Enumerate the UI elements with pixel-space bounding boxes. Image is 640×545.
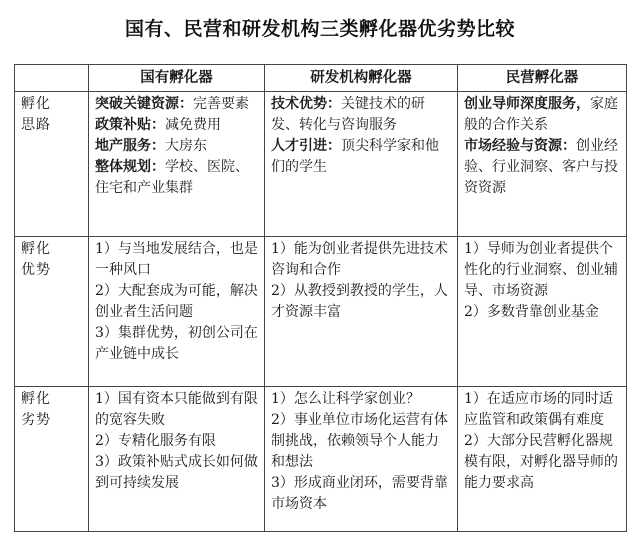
list-item: 3）形成商业闭环，需要背靠市场资本 bbox=[271, 475, 448, 512]
bold-term: 市场经验与资源： bbox=[464, 138, 576, 154]
list-item: 1）国有资本只能做到有限的宽容失败 bbox=[95, 391, 258, 428]
row-label-line2: 思路 bbox=[21, 117, 51, 133]
cell-approach-state-owned bbox=[89, 92, 265, 237]
bold-term: 突破关键资源： bbox=[95, 96, 193, 112]
bold-term: 政策补贴： bbox=[95, 117, 165, 133]
table-row-approach bbox=[15, 92, 627, 237]
cell-paragraph bbox=[95, 157, 259, 199]
cell-approach-research-institute bbox=[265, 92, 458, 237]
cell-advantages-research-institute bbox=[265, 237, 458, 387]
cell-paragraph bbox=[464, 94, 621, 136]
cell-paragraph bbox=[271, 136, 452, 178]
term-text: 学校、医院、住宅和产业集群 bbox=[95, 159, 249, 196]
cell-paragraph bbox=[464, 136, 621, 199]
document-title: 国有、民营和研发机构三类孵化器优劣势比较 bbox=[124, 18, 515, 40]
cell-paragraph bbox=[95, 136, 259, 157]
term-text: 顶尖科学家和他们的学生 bbox=[271, 138, 439, 175]
list-item: 2）大配套成为可能，解决创业者生活问题 bbox=[95, 283, 258, 320]
cell-advantages-state-owned bbox=[89, 237, 265, 387]
row-label-line2: 优势 bbox=[21, 262, 51, 278]
row-label-line1: 孵化 bbox=[21, 241, 51, 257]
cell-paragraph bbox=[95, 115, 259, 136]
header-state-owned: 国有孵化器 bbox=[89, 65, 265, 92]
term-text: 家庭般的合作关系 bbox=[464, 96, 618, 133]
row-label-line1: 孵化 bbox=[21, 96, 51, 112]
list-item: 3）集群优势，初创公司在产业链中成长 bbox=[95, 325, 258, 362]
term-text: 完善要素 bbox=[193, 96, 249, 112]
header-private: 民营孵化器 bbox=[458, 65, 627, 92]
row-label-approach bbox=[15, 92, 89, 237]
term-text: 关键技术的研发、转化与咨询服务 bbox=[271, 96, 425, 133]
cell-advantages-private bbox=[458, 237, 627, 387]
list-item: 1）怎么让科学家创业？ bbox=[271, 391, 420, 407]
table-header-row bbox=[15, 65, 627, 92]
header-corner-cell bbox=[15, 65, 89, 92]
bold-term: 整体规划： bbox=[95, 159, 165, 175]
list-item: 1）能为创业者提供先进技术咨询和合作 bbox=[271, 241, 448, 278]
cell-approach-private bbox=[458, 92, 627, 237]
list-item: 2）多数背靠创业基金 bbox=[464, 304, 599, 320]
bold-term: 创业导师深度服务， bbox=[464, 96, 590, 112]
term-text: 创业经验、行业洞察、客户与投资资源 bbox=[464, 138, 618, 196]
cell-paragraph bbox=[271, 94, 452, 136]
row-label-disadvantages bbox=[15, 387, 89, 532]
bold-term: 地产服务： bbox=[95, 138, 165, 154]
cell-disadvantages-private bbox=[458, 387, 627, 532]
list-item: 1）导师为创业者提供个性化的行业洞察、创业辅导、市场资源 bbox=[464, 241, 618, 299]
term-text: 减免费用 bbox=[165, 117, 221, 133]
row-label-line1: 孵化 bbox=[21, 391, 51, 407]
row-label-advantages bbox=[15, 237, 89, 387]
list-item: 2）从教授到教授的学生，人才资源丰富 bbox=[271, 283, 448, 320]
cell-paragraph bbox=[95, 94, 259, 115]
term-text: 大房东 bbox=[165, 138, 207, 154]
list-item: 2）大部分民营孵化器规模有限，对孵化器导师的能力要求高 bbox=[464, 433, 618, 491]
bold-term: 人才引进： bbox=[271, 138, 341, 154]
list-item: 3）政策补贴式成长如何做到可持续发展 bbox=[95, 454, 258, 491]
cell-disadvantages-state-owned bbox=[89, 387, 265, 532]
list-item: 2）事业单位市场化运营有体制挑战，依赖领导个人能力和想法 bbox=[271, 412, 448, 470]
bold-term: 技术优势： bbox=[271, 96, 341, 112]
comparison-table bbox=[14, 64, 627, 532]
list-item: 1）与当地发展结合，也是一种风口 bbox=[95, 241, 258, 278]
list-item: 2）专精化服务有限 bbox=[95, 433, 216, 449]
row-label-line2: 劣势 bbox=[21, 412, 51, 428]
table-row-disadvantages bbox=[15, 387, 627, 532]
list-item: 1）在适应市场的同时适应监管和政策偶有难度 bbox=[464, 391, 613, 428]
cell-disadvantages-research-institute bbox=[265, 387, 458, 532]
table-row-advantages bbox=[15, 237, 627, 387]
header-research-institute: 研发机构孵化器 bbox=[265, 65, 458, 92]
